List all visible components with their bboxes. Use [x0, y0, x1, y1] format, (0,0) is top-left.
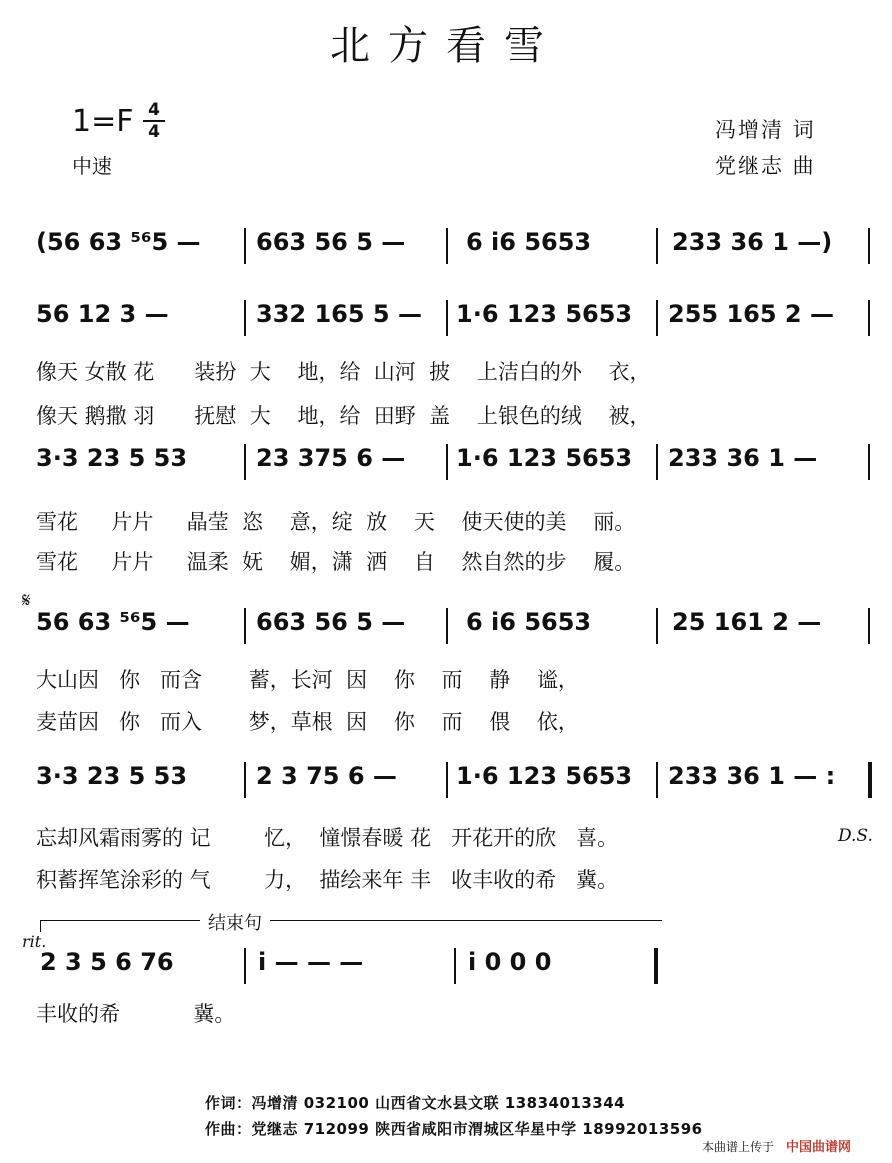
lyric-line-6: 麦苗因 你 而入 梦，草根 因 你 而 偎 依， — [36, 710, 579, 734]
repeat-barline — [868, 762, 872, 798]
bar-1: 56 12 3 — — [36, 300, 169, 328]
upload-note: 本曲谱上传于 — [702, 1140, 775, 1154]
bar-1: 3·3 23 5 53 — [36, 762, 188, 790]
footer-composer: 作曲：党继志 712099 陕西省咸阳市渭城区华星中学 18992013596 — [205, 1120, 703, 1138]
barline — [244, 762, 246, 798]
bar-4: 233 36 1 —) — [672, 228, 833, 256]
site-logo: 中国曲谱网 — [786, 1140, 852, 1155]
bar-2: 663 56 5 — — [256, 608, 406, 636]
barline — [656, 228, 658, 264]
ending-bracket — [40, 920, 662, 921]
final-barline — [654, 948, 658, 984]
barline — [446, 228, 448, 264]
bar-2: 332 165 5 — — [256, 300, 422, 328]
barline — [656, 608, 658, 644]
bar-4: 233 36 1 — : — [668, 762, 836, 790]
barline — [244, 948, 246, 984]
bar-4: 25 161 2 — — [672, 608, 822, 636]
notation-line-4 — [36, 608, 876, 648]
barline — [868, 608, 870, 644]
bar-3: i 0 0 0 — [468, 948, 552, 976]
bar-4: 233 36 1 — — [668, 444, 818, 472]
barline — [244, 300, 246, 336]
rit-marking: rit. — [22, 932, 47, 951]
barline — [868, 300, 870, 336]
ending-label: 结束句 — [200, 909, 270, 935]
time-signature — [143, 100, 165, 142]
bar-2: 2 3 75 6 — — [256, 762, 397, 790]
barline — [446, 300, 448, 336]
barline — [656, 762, 658, 798]
meter-denominator: 4 — [148, 122, 160, 142]
notation-line-2 — [36, 300, 876, 340]
lyric-line-9: 丰收的希 冀。 — [36, 1002, 236, 1026]
barline — [244, 608, 246, 644]
bar-2: i — — — — [258, 948, 364, 976]
barline — [656, 300, 658, 336]
tempo-marking: 中速 — [72, 154, 112, 178]
lyric-line-5: 大山因 你 而含 蓄，长河 因 你 而 静 谧， — [36, 668, 579, 692]
song-title: 北方看雪 — [330, 23, 562, 69]
bar-1: (56 63 ⁵⁶5 — — [36, 228, 201, 256]
bar-3: 6 i6 5653 — [466, 228, 592, 256]
barline — [868, 444, 870, 480]
notation-line-3 — [36, 444, 876, 484]
bar-3: 6 i6 5653 — [466, 608, 592, 636]
barline — [446, 762, 448, 798]
barline — [656, 444, 658, 480]
bar-3: 1·6 123 5653 — [456, 444, 633, 472]
lyric-line-4: 雪花 片片 温柔 妩 媚，潇 洒 自 然自然的步 履。 — [36, 550, 636, 574]
barline — [244, 444, 246, 480]
lyric-line-7: 忘却风霜雨雾的 记 忆， 憧憬春暖 花 开花开的欣 喜。 — [36, 826, 619, 850]
footer-lyricist: 作词：冯增清 032100 山西省文水县文联 13834013344 — [205, 1094, 626, 1112]
composer-credit: 党继志 曲 — [715, 154, 816, 178]
bar-1: 56 63 ⁵⁶5 — — [36, 608, 190, 636]
barline — [446, 608, 448, 644]
segno-sign: 𝄋 — [22, 588, 31, 612]
lyric-line-3: 雪花 片片 晶莹 恣 意，绽 放 天 使天使的美 丽。 — [36, 510, 636, 534]
bar-1: 2 3 5 6 76 — [40, 948, 174, 976]
bar-4: 255 165 2 — — [668, 300, 834, 328]
bar-2: 23 375 6 — — [256, 444, 406, 472]
meter-numerator: 4 — [143, 100, 165, 122]
lyricist-credit: 冯增清 词 — [715, 118, 816, 142]
bar-2: 663 56 5 — — [256, 228, 406, 256]
barline — [454, 948, 456, 984]
ending-bracket-end — [40, 920, 41, 932]
ds-sign: D.S. — [838, 826, 873, 846]
key-signature: 1=F — [72, 104, 134, 139]
bar-3: 1·6 123 5653 — [456, 762, 633, 790]
bar-3: 1·6 123 5653 — [456, 300, 633, 328]
notation-line-6 — [36, 948, 876, 988]
barline — [868, 228, 870, 264]
bar-1: 3·3 23 5 53 — [36, 444, 188, 472]
notation-line-1 — [36, 228, 876, 268]
barline — [244, 228, 246, 264]
notation-line-5 — [36, 762, 876, 802]
lyric-line-8: 积蓄挥笔涂彩的 气 力， 描绘来年 丰 收丰收的希 冀。 — [36, 868, 619, 892]
lyric-line-2: 像天 鹅撒 羽 抚慰 大 地，给 田野 盖 上银色的绒 被， — [36, 404, 651, 428]
barline — [446, 444, 448, 480]
lyric-line-1: 像天 女散 花 装扮 大 地，给 山河 披 上洁白的外 衣， — [36, 360, 651, 384]
